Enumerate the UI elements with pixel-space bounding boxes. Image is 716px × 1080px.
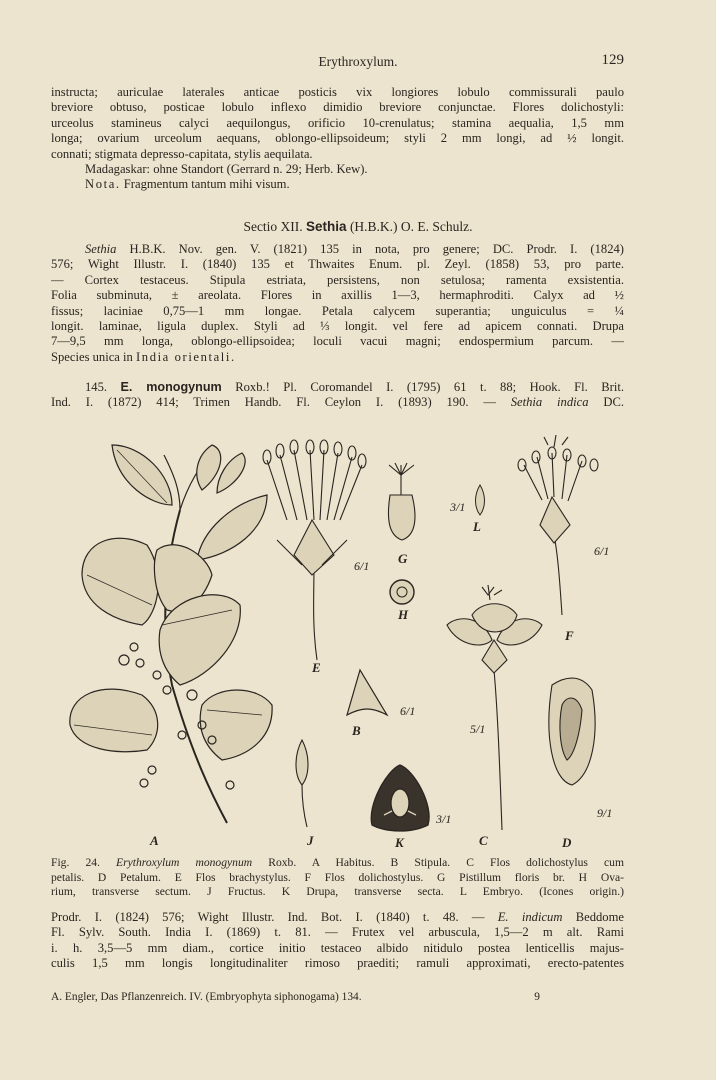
figure-caption <box>51 856 624 900</box>
figure-label-k: K <box>395 835 404 850</box>
page-number: 129 <box>601 52 624 68</box>
text-line: 576; Wight Illustr. I. (1840) 135 et Thwaites Enum. pl. Zeyl. (1858) 53, pro parte. <box>51 257 624 272</box>
species-name: E. monogynum <box>120 380 222 394</box>
text-line: Fl. Sylv. South. India I. (1869) t. 81. — Frutex vel arbuscula, 1,5—2 m alt. Rami <box>51 925 624 940</box>
paragraph-section <box>51 242 624 365</box>
caption-line: petalis. D Petalum. E Flos brachystylus. F Flos dolichostylus. G Pistillum floris br. H Ova- <box>51 870 624 884</box>
text-line: 7—9,5 mm longa, oblongo-ellipsoidea; loculi vacui magni; endospermium parcum. — <box>51 334 624 349</box>
text-fragment: Beddome <box>575 910 624 924</box>
text-fragment: Prodr. I. (1824) 576; Wight Illustr. Ind. Bot. I. (1840) t. 48. — <box>51 910 485 924</box>
botanical-figure <box>62 435 628 853</box>
figure-label-l: L <box>473 519 481 534</box>
flower-c-drawing <box>447 585 542 830</box>
petal-d-drawing <box>549 678 595 785</box>
species-number: 145. <box>85 380 108 394</box>
text-line <box>51 242 624 257</box>
text-line: breviore obtuso, posticae lobulo inflexo dimidio breviore conjunctae. Flores dolichostyli: <box>51 100 624 115</box>
text-line: urceolus stamineus calyci aequilongus, orificio 10-crenulatus; stamina aequalia, 1,5 mm <box>51 115 624 130</box>
caption-line: rium, transverse sectum. J Fructus. K Drupa, transverse secta. L Embryo. (Icones origin.) <box>51 885 624 899</box>
region-name: India orientali. <box>136 349 236 364</box>
caption-species: Erythroxylum monogynum <box>116 856 253 869</box>
text-fragment: Roxb. A Habitus. B Stipula. C Flos dolichostylus cum <box>268 856 624 869</box>
drupa-k-drawing <box>371 765 429 831</box>
text-line: longit. laminae, ligula duplex. Styli ad ⅓ longit. vel fere ad apicem connati. Drupa <box>51 318 624 333</box>
locality-line: Madagaskar: ohne Standort (Gerrard n. 29; Herb. Kew). <box>85 161 368 176</box>
paragraph-species-description <box>51 910 624 972</box>
stipule-b-drawing <box>347 670 387 715</box>
figure-number: Fig. 24. <box>51 856 100 869</box>
figure-label-b: B <box>352 723 361 738</box>
text-fragment: DC. <box>603 395 624 410</box>
text-line: fissus; laciniae 0,75—1 mm longae. Petala calycem superantia; unguiculus = ¼ <box>51 303 624 318</box>
footer-citation: A. Engler, Das Pflanzenreich. IV. (Embryophyta siphonogama) 134. <box>51 991 362 1003</box>
running-title: Erythroxylum. <box>318 54 398 69</box>
magnification-k: 3/1 <box>436 812 452 826</box>
text-line <box>51 350 624 365</box>
signature-mark: 9 <box>534 991 540 1003</box>
text-fragment: Species unica in <box>51 349 133 364</box>
figure-label-j: J <box>307 833 314 848</box>
figure-label-h: H <box>398 607 409 622</box>
text-line: instructa; auriculae laterales anticae posticis vix longiores lobulo commissurali paulo <box>51 85 624 99</box>
species-entry <box>51 380 624 411</box>
flower-f-drawing <box>518 435 598 615</box>
text-line <box>51 395 624 410</box>
synonym-name: Sethia indica <box>510 395 589 410</box>
figure-label-d: D <box>562 835 572 850</box>
text-line: connati; stigmata depresso-capitata, stylis aequilata. <box>51 146 313 161</box>
page-footer <box>51 991 624 1003</box>
magnification-d: 9/1 <box>597 806 613 820</box>
text-line: i. h. 3,5—5 mm diam., cortice initio testaceo albido nitidulo postea lenticellis majus- <box>51 940 624 955</box>
note-line <box>51 177 624 192</box>
text-line: culis 1,5 mm longis longitudinaliter rimoso praediti; ramuli approximati, erecto-patentes <box>51 956 624 971</box>
pistil-g-drawing <box>388 463 415 540</box>
text-fragment: Roxb.! Pl. Coromandel I. (1795) 61 t. 88; Hook. Fl. Brit. <box>235 380 624 394</box>
fruit-j-drawing <box>296 740 308 827</box>
caption-line <box>51 856 624 871</box>
figure-label-a: A <box>150 833 159 848</box>
magnification-l: 3/1 <box>450 500 466 514</box>
figure-illustration <box>62 435 628 853</box>
text-line: — Cortex testaceus. Stipula estriata, persistens, non setulosa; ramenta exsistentia. <box>51 272 624 287</box>
section-heading <box>0 219 716 235</box>
magnification-e: 6/1 <box>354 559 370 573</box>
text-line: Folia subminuta, ± areolata. Flores in axillis 1—3, hermaphroditi. Calyx ad ½ <box>51 288 624 303</box>
figure-label-g: G <box>398 551 408 566</box>
figure-label-c: C <box>479 833 488 848</box>
section-suffix: (H.B.K.) O. E. Schulz. <box>349 219 473 234</box>
text-line <box>51 380 624 395</box>
genus-name: Sethia <box>85 242 117 256</box>
magnification-c: 5/1 <box>470 722 486 736</box>
section-name: Sethia <box>306 219 347 234</box>
magnification-f: 6/1 <box>594 544 610 558</box>
note-text: Fragmentum tantum mihi visum. <box>123 177 290 192</box>
section-prefix: Sectio XII. <box>243 219 303 234</box>
ovary-h-drawing <box>390 580 414 604</box>
page-header <box>0 52 716 72</box>
synonym-name: E. indicum <box>497 910 563 924</box>
figure-label-e: E <box>312 660 321 675</box>
text-fragment: Ind. I. (1872) 414; Trimen Handb. Fl. Ceylon I. (1893) 190. — <box>51 395 496 410</box>
figure-label-f: F <box>565 628 574 643</box>
text-fragment: H.B.K. Nov. gen. V. (1821) 135 in nota, pro genere; DC. Prodr. I. (1824) <box>129 242 624 256</box>
flower-e-drawing <box>263 440 366 660</box>
text-line: longa; ovarium urceolum aequans, oblongo-ellipsoideum; styli 2 mm longi, ad ½ longit. <box>51 131 624 146</box>
embryo-l-drawing <box>476 485 485 515</box>
habitus-drawing <box>70 445 272 823</box>
text-line <box>51 910 624 925</box>
note-label: Nota. <box>85 177 121 192</box>
magnification-b: 6/1 <box>400 704 416 718</box>
paragraph-description <box>51 85 624 193</box>
